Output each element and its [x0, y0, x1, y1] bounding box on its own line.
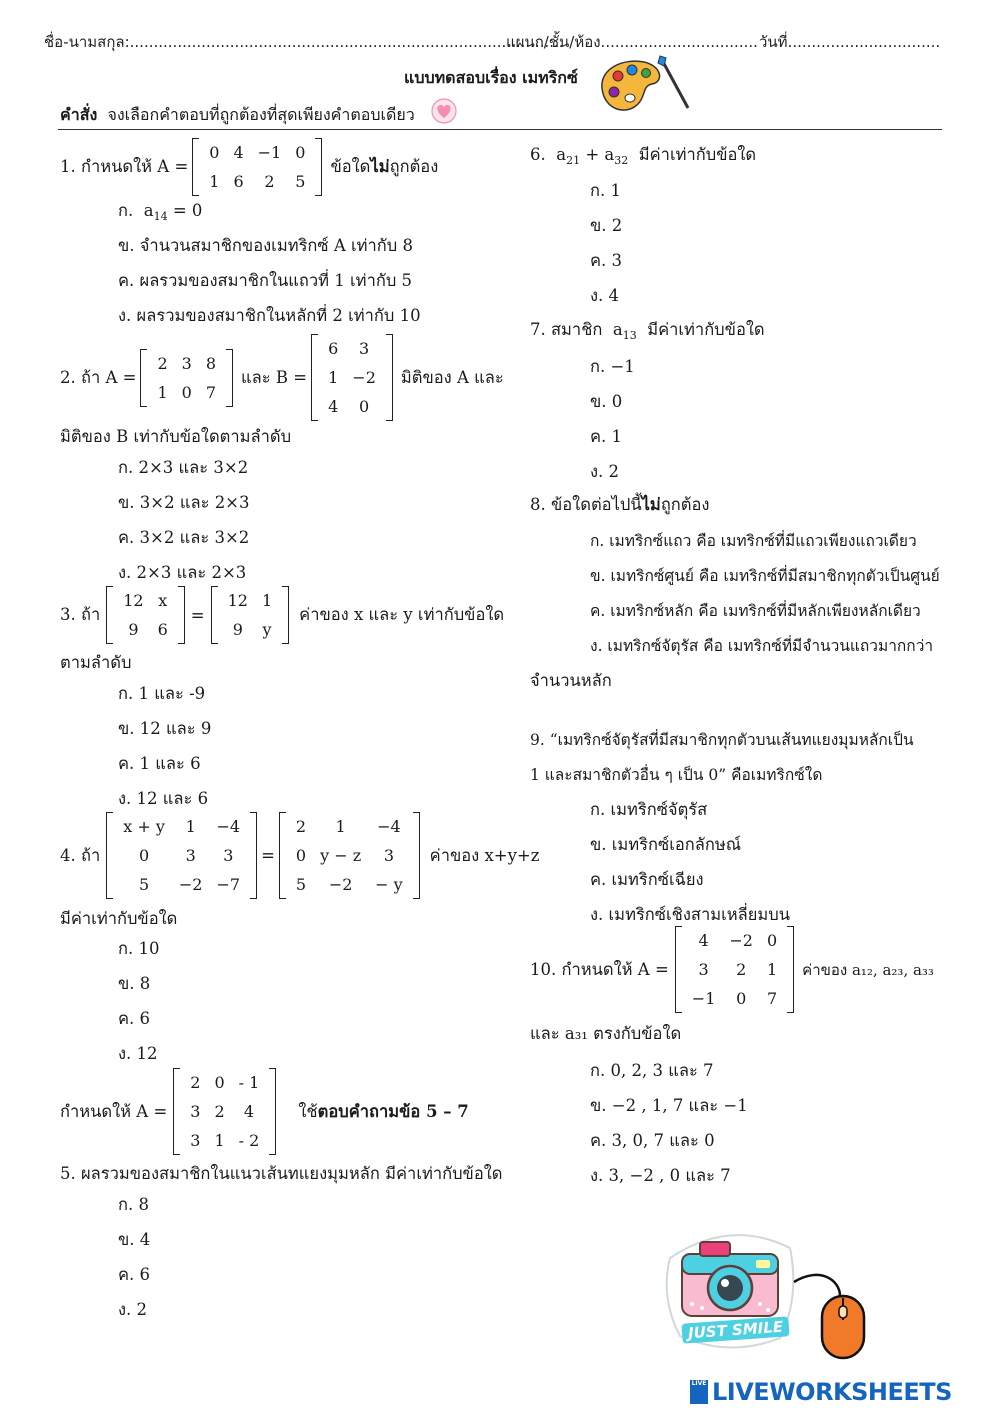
matrix-cell: 7 [205, 382, 217, 402]
q4-line2: มีค่าเท่ากับข้อใด [60, 909, 178, 928]
matrix-cell: - 1 [238, 1073, 260, 1092]
option-var: a [143, 201, 154, 220]
q3-prefix: 3. ถ้า [60, 605, 101, 624]
q6-option-d[interactable]: ง. 4 [590, 286, 620, 305]
q4-eq: = [261, 846, 275, 865]
option-sub: 14 [153, 210, 168, 223]
given-matrix [173, 1068, 276, 1155]
matrix-cell: 3 [223, 846, 234, 865]
q5-option-c[interactable]: ค. 6 [118, 1265, 151, 1284]
matrix-cell: 3 [698, 960, 709, 979]
q9-option-d[interactable]: ง. เมทริกซ์เชิงสามเหลี่ยมบน [590, 905, 791, 924]
matrix-cell: 0 [736, 989, 747, 1008]
question-9: 9. “เมทริกซ์จัตุรัสที่มีสมาชิกทุกตัวบนเส้นทแยงมุมหลักเป็น [530, 731, 914, 749]
q2-matrix-a [140, 349, 233, 407]
q3-matrix-b [211, 586, 290, 644]
question-10 [530, 926, 934, 1013]
matrix-cell: 2 [264, 172, 275, 191]
brand-badge: LIVE [690, 1380, 708, 1404]
q1-option-c[interactable]: ค. ผลรวมของสมาชิกในแถวที่ 1 เท่ากับ 5 [118, 271, 413, 290]
q8-option-a[interactable]: ก. เมทริกซ์แถว คือ เมทริกซ์ที่มีแถวเพียงแถวเดียว [590, 532, 917, 550]
matrix-cell: 6 [157, 620, 168, 639]
q1-matrix [192, 138, 322, 196]
q8-continuation: จำนวนหลัก [530, 671, 612, 690]
matrix-cell: −1 [257, 143, 282, 162]
q10-option-d[interactable]: ง. 3, −2 , 0 และ 7 [590, 1166, 731, 1185]
matrix-cell: 1 [157, 382, 168, 402]
q3-eq: = [190, 605, 205, 625]
question-5: 5. ผลรวมของสมาชิกในแนวเส้นทแยงมุมหลัก มีค่าเท่ากับข้อใด [60, 1164, 503, 1183]
matrix-cell: −1 [691, 989, 716, 1008]
question-6: 6. $a_{21} + a_{32}$ มีค่าเท่ากับข้อใด [530, 145, 757, 167]
question-8: 8. ข้อใดต่อไปนี้ไม่ถูกต้อง [530, 495, 710, 514]
matrix-cell: 1 [328, 368, 339, 387]
given-matrix-statement [60, 1068, 469, 1155]
class-field-label: แผนก/ชั้น/ห้อง................................. [506, 33, 758, 51]
q2-option-b[interactable]: ข. 3×2 และ 2×3 [118, 493, 250, 512]
q1-option-d[interactable]: ง. ผลรวมของสมาชิกในหลักที่ 2 เท่ากับ 10 [118, 306, 421, 325]
question-3 [60, 586, 504, 644]
q5-option-b[interactable]: ข. 4 [118, 1230, 151, 1249]
matrix-cell: −2 [352, 368, 376, 387]
matrix-cell: 0 [295, 846, 307, 865]
q4-suffix: ค่าของ x+y+z [429, 845, 540, 865]
matrix-cell: 1 [261, 591, 273, 610]
q2-matrix-b [311, 334, 393, 421]
q4-matrix-b [279, 812, 420, 899]
question-4 [60, 812, 539, 899]
matrix-cell: 0 [766, 931, 778, 950]
q5-option-a[interactable]: ก. 8 [118, 1195, 149, 1214]
matrix-cell: 2 [157, 353, 168, 373]
matrix-cell: 2 [214, 1102, 225, 1121]
q10-line2: และ a₃₁ ตรงกับข้อใด [530, 1024, 682, 1043]
matrix-cell: x [158, 591, 168, 610]
matrix-cell: −4 [377, 817, 401, 836]
page-title: แบบทดสอบเรื่อง เมทริกซ์ [404, 68, 578, 87]
header-divider [58, 129, 942, 130]
matrix-cell: 7 [766, 989, 778, 1008]
matrix-cell: 3 [181, 353, 192, 373]
q6-option-c[interactable]: ค. 3 [590, 251, 623, 270]
q3-option-b[interactable]: ข. 12 และ 9 [118, 719, 212, 738]
matrix-cell: - 2 [238, 1131, 260, 1150]
q1-option-b[interactable]: ข. จำนวนสมาชิกของเมทริกซ์ A เท่ากับ 8 [118, 236, 414, 255]
q9-option-c[interactable]: ค. เมทริกซ์เฉียง [590, 870, 704, 889]
name-field-label: ชื่อ-นามสกุล:........................................................................................... [44, 33, 564, 51]
q2-option-a[interactable]: ก. 2×3 และ 3×2 [118, 458, 249, 477]
q7-option-d[interactable]: ง. 2 [590, 462, 620, 481]
q4-prefix: 4. ถ้า [60, 845, 101, 865]
matrix-cell: 5 [295, 875, 307, 894]
q6-option-b[interactable]: ข. 2 [590, 216, 623, 235]
q4-option-d[interactable]: ง. 12 [118, 1044, 158, 1063]
q4-matrix-a [106, 812, 257, 899]
matrix-cell: 0 [359, 397, 370, 416]
matrix-cell: 1 [185, 817, 196, 836]
matrix-cell: 6 [328, 339, 339, 358]
q3-option-a[interactable]: ก. 1 และ -9 [118, 684, 206, 703]
matrix-cell: 2 [736, 960, 747, 979]
question-2 [60, 334, 504, 421]
matrix-cell: 0 [181, 382, 192, 402]
brand-name: LIVEWORKSHEETS [712, 1378, 952, 1406]
question-7: 7. สมาชิก $a_{13}$ มีค่าเท่ากับข้อใด [530, 320, 765, 342]
computer-mouse-icon [790, 1262, 890, 1362]
q9-option-b[interactable]: ข. เมทริกซ์เอกลักษณ์ [590, 835, 742, 854]
q5-option-d[interactable]: ง. 2 [118, 1300, 148, 1319]
matrix-cell: 0 [138, 846, 150, 865]
q7-option-c[interactable]: ค. 1 [590, 427, 623, 446]
matrix-cell: 3 [383, 846, 394, 865]
instruction [60, 103, 415, 128]
given-prefix: กำหนดให้ A = [60, 1101, 168, 1121]
matrix-cell: −4 [216, 817, 241, 836]
option-value: = 0 [172, 201, 203, 220]
q1-prefix: 1. กำหนดให้ A = [60, 157, 189, 176]
liveworksheets-logo[interactable] [690, 1378, 952, 1406]
matrix-cell: 3 [190, 1102, 201, 1121]
q7-option-a[interactable]: ก. −1 [590, 357, 635, 376]
q9-option-a[interactable]: ก. เมทริกซ์จัตุรัส [590, 800, 708, 819]
q3-option-c[interactable]: ค. 1 และ 6 [118, 754, 201, 773]
q10-option-c[interactable]: ค. 3, 0, 7 และ 0 [590, 1131, 715, 1150]
q2-option-c[interactable]: ค. 3×2 และ 3×2 [118, 528, 250, 547]
matrix-cell: 3 [190, 1131, 201, 1150]
matrix-cell: 1 [214, 1131, 225, 1150]
q4-option-a[interactable]: ก. 10 [118, 939, 160, 958]
q3-line2: ตามลำดับ [60, 653, 132, 672]
matrix-cell: 1 [209, 172, 220, 191]
matrix-cell: 4 [233, 143, 244, 162]
matrix-cell: −2 [328, 875, 353, 894]
matrix-cell: 0 [214, 1073, 225, 1092]
q1-option-a[interactable] [118, 198, 202, 224]
given-suffix: ใช้ตอบคำถามข้อ 5 – 7 [298, 1101, 469, 1121]
matrix-cell: 12 [227, 591, 248, 610]
sticker-text: JUST SMILE [681, 1316, 789, 1343]
matrix-cell: −2 [178, 875, 203, 894]
matrix-cell: 4 [698, 931, 709, 950]
matrix-cell: x + y [123, 817, 165, 836]
q1-suffix: ข้อใดไม่ถูกต้อง [330, 157, 439, 176]
q9-line2: 1 และสมาชิกตัวอื่น ๆ เป็น 0” คือเมทริกซ์ใด [530, 766, 823, 784]
q10-option-b[interactable]: ข. −2 , 1, 7 และ −1 [590, 1096, 748, 1115]
matrix-cell: 9 [128, 620, 139, 639]
matrix-cell: 12 [123, 591, 144, 610]
matrix-cell: y − z [320, 846, 362, 865]
matrix-cell: −7 [216, 875, 241, 894]
q8-option-b[interactable]: ข. เมทริกซ์ศูนย์ คือ เมทริกซ์ที่มีสมาชิกทุกตัวเป็นศูนย์ [590, 567, 940, 585]
date-field-label: วันที่................................ [759, 33, 941, 51]
q3-option-d[interactable]: ง. 12 และ 6 [118, 789, 209, 808]
q2-mid: และ B = [241, 367, 308, 387]
matrix-cell: 3 [359, 339, 370, 358]
q10-option-a[interactable]: ก. 0, 2, 3 และ 7 [590, 1061, 714, 1080]
matrix-cell: 9 [232, 620, 243, 639]
matrix-cell: 5 [138, 875, 150, 894]
q2-prefix: 2. ถ้า A = [60, 367, 137, 387]
q4-option-b[interactable]: ข. 8 [118, 974, 151, 993]
q2-suffix: มิติของ A และ [400, 367, 504, 387]
option-label: ก. [118, 201, 134, 220]
paint-palette-icon [594, 54, 694, 118]
matrix-cell: −2 [729, 931, 753, 950]
q2-option-d[interactable]: ง. 2×3 และ 2×3 [118, 563, 247, 582]
question-1 [60, 138, 438, 196]
matrix-cell: 4 [328, 397, 339, 416]
q8-option-d[interactable]: ง. เมทริกซ์จัตุรัส คือ เมทริกซ์ที่มีจำนวนแถวมากกว่า [590, 637, 934, 655]
q8-option-c[interactable]: ค. เมทริกซ์หลัก คือ เมทริกซ์ที่มีหลักเพียงหลักเดียว [590, 602, 921, 620]
matrix-cell: 0 [295, 143, 306, 162]
matrix-cell: 2 [295, 817, 307, 836]
q6-option-a[interactable]: ก. 1 [590, 181, 621, 200]
instruction-label: คำสั่ง [60, 105, 98, 124]
matrix-cell: 1 [766, 960, 778, 979]
matrix-cell: 5 [295, 172, 306, 191]
matrix-cell: 0 [209, 143, 220, 162]
q3-suffix: ค่าของ x และ y เท่ากับข้อใด [299, 605, 505, 624]
heart-icon [430, 98, 458, 124]
matrix-cell: y [262, 620, 272, 639]
q3-matrix-a [106, 586, 185, 644]
camera-sticker [660, 1218, 800, 1356]
q10-matrix [675, 926, 794, 1013]
q4-option-c[interactable]: ค. 6 [118, 1009, 151, 1028]
q10-prefix: 10. กำหนดให้ A = [530, 959, 669, 979]
q7-option-b[interactable]: ข. 0 [590, 392, 623, 411]
q10-suffix: ค่าของ a₁₂, a₂₃, a₃₃ [802, 960, 934, 979]
matrix-cell: 2 [190, 1073, 201, 1092]
instruction-text: จงเลือกคำตอบที่ถูกต้องที่สุดเพียงคำตอบเดียว [107, 105, 415, 124]
matrix-cell: 4 [243, 1102, 255, 1121]
matrix-cell: − y [375, 875, 403, 894]
q2-line2: มิติของ B เท่ากับข้อใดตามลำดับ [60, 427, 292, 446]
matrix-cell: 8 [205, 353, 217, 373]
matrix-cell: 1 [335, 817, 346, 836]
matrix-cell: 6 [233, 172, 244, 191]
matrix-cell: 3 [185, 846, 196, 865]
